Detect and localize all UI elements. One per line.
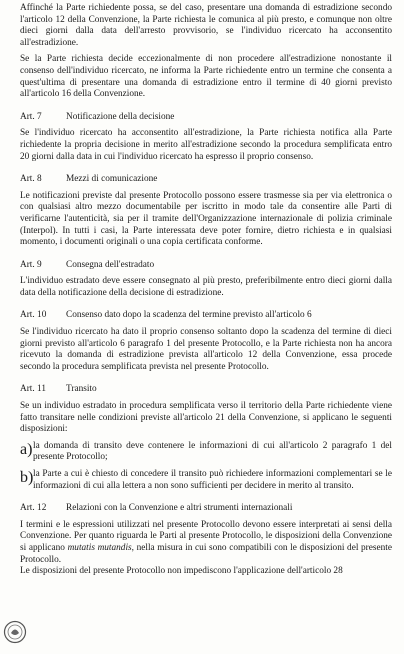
article-12-heading [20, 503, 392, 515]
article-11-heading [20, 384, 392, 396]
italic-phrase: mutatis mutandis [67, 542, 132, 553]
list-item [20, 469, 392, 492]
article-12-paragraph-1 [20, 520, 392, 566]
article-7-heading [20, 112, 392, 124]
seal-stamp-icon [3, 620, 27, 644]
article-9-heading [20, 260, 392, 272]
article-title: Transito [66, 384, 97, 395]
article-8-heading [20, 174, 392, 186]
article-number: Art. 11 [20, 384, 46, 395]
article-title: Consenso dato dopo la scadenza del termine previsto all'articolo 6 [66, 310, 312, 321]
list-item-text: la Parte a cui è chiesto di concedere il transito può richiedere informazioni complementari se le informazioni di cui alla lettera a non sono sufficienti per decidere in merito al transito. [33, 469, 392, 491]
article-title: Mezzi di comunicazione [66, 174, 158, 185]
intro-paragraph-2: Se la Parte richiesta decide eccezionalmente di non procedere all'estradizione nonostante il consenso dell'individuo ricercato, ne informa la Parte richiedente entro un termine che consenta a quest'ultima di presentare una domanda di estradizione entro il termine di 40 giorni previsto all'articolo 16 della Convenzione. [20, 54, 392, 100]
article-title: Relazioni con la Convenzione e altri strumenti internazionali [66, 503, 293, 514]
article-8-paragraph: Le notificazioni previste dal presente Protocollo possono essere trasmesse sia per via elettronica o con qualsiasi altro mezzo documentabile per iscritto in modo tale da consentire alle Parti di verificarne l'autenticità, sia per il tramite dell'Organizzazione internazionale di polizia criminale (Interpol). In tutti i casi, la Parte interessata deve poter fornire, dietro richiesta e in qualsiasi momento, i documenti originali o una copia certificata conforme. [20, 190, 392, 248]
article-7-paragraph: Se l'individuo ricercato ha acconsentito all'estradizione, la Parte richiesta notifica alla Parte richiedente la propria decisione in merito all'estradizione secondo la procedura semplificata entro 20 giorni dalla data in cui l'individuo ricercato ha espresso il proprio consenso. [20, 128, 392, 162]
article-title: Consegna dell'estradato [66, 259, 155, 270]
article-number: Art. 10 [20, 310, 47, 321]
list-item [20, 441, 392, 464]
list-item-text: la domanda di transito deve contenere le informazioni di cui all'articolo 2 paragrafo 1 del presente Protocollo; [33, 440, 392, 463]
article-number: Art. 9 [20, 259, 42, 270]
list-item-label: a) [20, 440, 33, 458]
intro-paragraph-1: Affinché la Parte richiedente possa, se del caso, presentare una domanda di estradizione secondo l'articolo 12 della Convenzione, la Parte richiesta le comunica al più presto, e comunque non oltre dieci giorni dalla data dell'arresto provvisorio, se l'individuo ricercato ha acconsentito all'estradizione. [20, 3, 392, 48]
article-number: Art. 7 [20, 111, 42, 122]
text-segment: I termini e le espressioni utilizzati nel presente Protocollo devono essere interpretati ai sensi della Convenzione. Per quanto riguarda le Parti al presente Protocollo, le disposizioni della Convenzione si applicano [20, 519, 392, 553]
article-10-heading [20, 310, 392, 322]
article-12-paragraph-2: Le disposizioni del presente Protocollo non impediscono l'applicazione dell'articolo 28 [20, 566, 343, 577]
article-number: Art. 12 [20, 503, 47, 514]
text-segment: , nella misura in cui sono compatibili con le disposizioni del presente Protocollo. [20, 542, 392, 565]
article-9-paragraph: L'individuo estradato deve essere consegnato al più presto, preferibilmente entro dieci giorni dalla data della notificazione della decisione di estradizione. [20, 276, 392, 298]
article-number: Art. 8 [20, 174, 42, 185]
article-11-paragraph: Se un individuo estradato in procedura semplificata verso il territorio della Parte richiedente viene fatto transitare nelle condizioni previste all'articolo 21 della Convenzione, si applicano le seguenti disposizioni: [20, 401, 392, 435]
list-item-label: b) [20, 469, 34, 486]
article-title: Notificazione della decisione [66, 111, 175, 122]
article-10-paragraph: Se l'individuo ricercato ha dato il proprio consenso soltanto dopo la scadenza del termine di dieci giorni previsto all'articolo 6 paragrafo 1 del presente Protocollo, e la Parte richiesta non ha ancora ricevuto la domanda di estradizione prevista all'articolo 12 della Convenzione, essa procede secondo la procedura semplificata prevista nel presente Protocollo. [20, 327, 392, 372]
